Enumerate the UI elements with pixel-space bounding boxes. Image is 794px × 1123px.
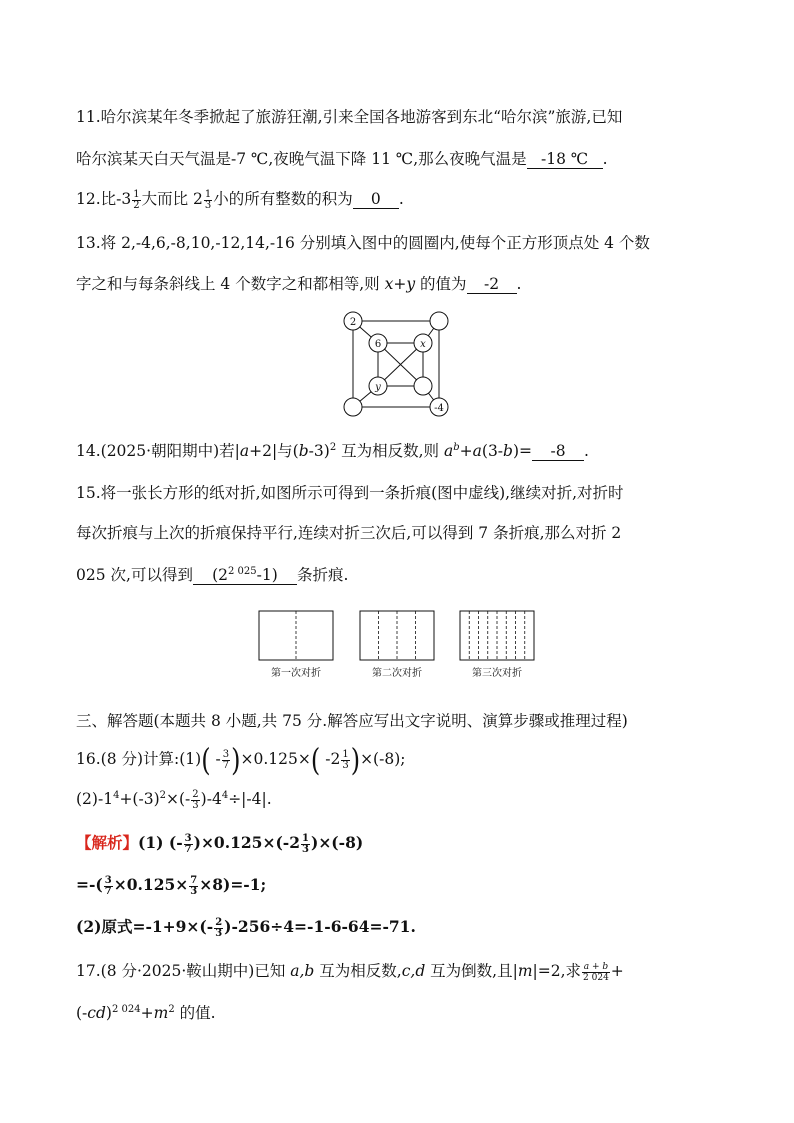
solution-l2-den2: 3 (190, 885, 198, 897)
q13-line2 (76, 273, 521, 295)
q12-fraction-2 (204, 190, 212, 211)
solution-line2 (76, 874, 266, 897)
q13-line1: 13.将 2,-4,6,-8,10,-12,14,-16 分别填入图中的圆圈内,使每个正方形顶点处 4 个数 (76, 234, 650, 252)
q11-line2 (76, 148, 608, 170)
solution-tag: 【解析】 (76, 833, 139, 852)
q16-tail: ×(-8); (360, 750, 406, 768)
q17-line1-b: 互为相反数, (314, 962, 402, 980)
q17-line2 (76, 1002, 216, 1024)
q15-line3-prefix: 025 次,可以得到 (76, 566, 193, 584)
q16-p1-den: 7 (222, 759, 230, 771)
solution-l1-b: )×0.125×(-2 (193, 833, 301, 852)
caption-fold-2: 第二次对折 (372, 668, 422, 679)
q17-line2-b: ) (105, 1004, 112, 1022)
q12-fraction-1 (132, 190, 140, 211)
q13-var-x: x (384, 275, 394, 293)
q14-end: . (584, 442, 589, 460)
label-outer-tl: 2 (349, 317, 357, 328)
q16-part2-a: (2)-1 (76, 790, 114, 808)
q17-line1-d: |=2,求 (532, 962, 582, 980)
label-outer-br: -4 (434, 403, 444, 414)
q12-end: . (398, 190, 404, 208)
q16-paren-open-2: ( (310, 741, 321, 779)
q15-line3-suffix: 条折痕. (296, 566, 349, 584)
q16-p1-sign: - (215, 750, 221, 768)
q17-line1-e: + (610, 962, 624, 980)
q16-line1 (76, 741, 406, 779)
circle-outer-bl (344, 398, 362, 416)
solution-line3 (76, 916, 416, 939)
q12-line (76, 188, 404, 211)
q15-answer-tail: -1) (256, 566, 278, 584)
solution-l2-den1: 7 (104, 885, 112, 897)
q15-fold-figure (257, 608, 539, 682)
q15-answer-exp: 2 025 (228, 565, 257, 577)
solution-l2-b: ×0.125× (113, 875, 189, 894)
label-inner-bl: y (375, 382, 381, 393)
q17-line2-sup: 2 024 (111, 1003, 141, 1015)
solution-l3-a: (2)原式=-1+9×(- (76, 917, 214, 936)
q16-p2-den: 3 (342, 759, 349, 771)
q12-f2-num: 1 (204, 188, 212, 200)
caption-fold-1: 第一次对折 (271, 668, 321, 679)
q11-line2-text: 哈尔滨某天白天气温是-7 ℃,夜晚气温下降 11 ℃,那么夜晚气温是 (76, 150, 527, 168)
solution-l1-num1: 3 (184, 832, 192, 844)
q17-line1 (76, 960, 624, 983)
solution-l2-fraction-1 (104, 876, 113, 897)
q17-line2-c: + (140, 1004, 154, 1022)
q14-mid6: )= (512, 442, 533, 460)
q16-paren-open-1: ( (201, 741, 211, 779)
q14-var-a2: a (443, 442, 454, 460)
q14-var-b: b (298, 442, 309, 460)
q12-answer: 0 (353, 190, 399, 209)
q17-vars-cd: c,d (401, 962, 426, 980)
q16-part2-d: )-4 (200, 790, 222, 808)
solution-l1-num2: 1 (302, 832, 309, 844)
q17-line2-a: (- (76, 1004, 88, 1022)
solution-l3-den: 3 (215, 927, 223, 939)
q12-mid: 大而比 2 (141, 190, 203, 208)
q14-var-a: a (239, 442, 250, 460)
q14-mid4: + (459, 442, 473, 460)
q16-p2-num: 1 (342, 748, 349, 760)
q16-part2-num: 2 (192, 788, 199, 800)
solution-l1-c: )×(-8) (310, 833, 364, 852)
circle-inner-br (414, 377, 432, 395)
q13-square-figure (339, 308, 459, 420)
q12-f1-den: 2 (133, 199, 140, 211)
q12-suffix: 小的所有整数的积为 (213, 190, 353, 208)
q16-part2-b: +(-3) (119, 790, 160, 808)
q15-answer-base: (2 (212, 566, 229, 584)
q13-answer: -2 (467, 275, 517, 294)
q17-line1-c: 互为倒数,且| (425, 962, 518, 980)
solution-l2-fraction-2 (189, 876, 198, 897)
solution-l3-b: )-256÷4=-1-6-64=-71. (224, 917, 416, 936)
q16-part2-e: ÷|-4|. (228, 790, 272, 808)
q16-paren-close-2: ) (350, 741, 361, 779)
solution-l2-num1: 3 (104, 874, 112, 886)
q17-line1-a: 17.(8 分·2025·鞍山期中)已知 (76, 962, 291, 980)
q17-frac-den: 2 024 (583, 972, 609, 983)
q17-var-cd: cd (87, 1004, 106, 1022)
q15-line2: 每次折痕与上次的折痕保持平行,连续对折三次后,可以得到 7 条折痕,那么对折 2 (76, 524, 622, 542)
solution-l2-c: ×8)=-1; (199, 875, 267, 894)
q12-f1-num: 1 (133, 188, 140, 200)
solution-l3-num: 2 (215, 916, 223, 928)
q16-part2-den: 3 (192, 799, 199, 811)
label-inner-tr: x (420, 339, 426, 350)
q13-var-y: y (406, 275, 416, 293)
q14-var-a3: a (472, 442, 482, 460)
q17-fraction (582, 962, 610, 983)
q16-times: ×0.125× (240, 750, 311, 768)
q16-p1-fraction (222, 750, 230, 771)
q16-part2-sup1: 4 (113, 789, 120, 801)
solution-l3-fraction (214, 918, 223, 939)
solution-l1-a: (1) (- (138, 833, 183, 852)
caption-fold-3: 第三次对折 (472, 668, 522, 679)
q14-mid2: -3) (308, 442, 330, 460)
q14-line (76, 440, 589, 462)
q15-answer (193, 566, 297, 585)
q13-plus: + (393, 275, 407, 293)
q16-part2-c: ×(- (166, 790, 191, 808)
q14-mid5: (3- (481, 442, 504, 460)
solution-l1-den2: 3 (302, 843, 309, 855)
q14-prefix: 14.(2025·朝阳期中)若| (76, 442, 240, 460)
q17-line2-d: 的值. (174, 1004, 216, 1022)
q13-line2-after: 的值为 (415, 275, 467, 293)
solution-l2-a: =-( (76, 875, 103, 894)
q16-part2-sup2: 2 (159, 789, 166, 801)
q16-part2-fraction (191, 790, 199, 811)
label-inner-tl: 6 (374, 339, 382, 350)
q17-var-m2: m (153, 1004, 169, 1022)
solution-l1-fraction-1 (184, 834, 193, 855)
q16-part2-sup3: 4 (221, 789, 229, 801)
q16-p1-num: 3 (222, 748, 230, 760)
q11-answer: -18 ℃ (527, 150, 603, 169)
q11-end: . (602, 150, 608, 168)
q14-var-b2: b (503, 442, 513, 460)
q12-f2-den: 3 (204, 199, 212, 211)
q14-exp-b: b (453, 441, 460, 453)
section3-title: 三、解答题(本题共 8 小题,共 75 分.解答应写出文字说明、演算步骤或推理过程) (76, 712, 628, 730)
solution-l1-fraction-2 (301, 834, 310, 855)
q14-exp: 2 (329, 441, 337, 453)
q13-end: . (516, 275, 522, 293)
q15-line3 (76, 564, 348, 586)
q16-p2-fraction (341, 750, 349, 771)
q17-var-m: m (517, 962, 533, 980)
q16-paren-close-1: ) (231, 741, 241, 779)
circle-outer-tr (430, 312, 448, 330)
solution-l2-num2: 7 (190, 874, 198, 886)
q16-label: 16.(8 分)计算:(1) (76, 750, 202, 768)
q17-frac-num: a + b (583, 961, 609, 972)
q14-mid3: 互为相反数,则 (336, 442, 444, 460)
q15-line1: 15.将一张长方形的纸对折,如图所示可得到一条折痕(图中虚线),继续对折,对折时 (76, 484, 624, 502)
q14-mid1: +2|与( (249, 442, 299, 460)
q16-line2 (76, 788, 272, 811)
q17-line2-sup2: 2 (168, 1003, 175, 1015)
solution-line1 (76, 832, 363, 855)
q11-line1: 11.哈尔滨某年冬季掀起了旅游狂潮,引来全国各地游客到东北“哈尔滨”旅游,已知 (76, 108, 623, 126)
solution-l1-den1: 7 (184, 843, 192, 855)
q16-p2-sign: -2 (325, 750, 341, 768)
q17-vars-ab: a,b (290, 962, 315, 980)
q13-line2-text: 字之和与每条斜线上 4 个数字之和都相等,则 (76, 275, 380, 293)
q14-answer: -8 (532, 442, 584, 461)
q12-prefix: 12.比-3 (76, 190, 132, 208)
